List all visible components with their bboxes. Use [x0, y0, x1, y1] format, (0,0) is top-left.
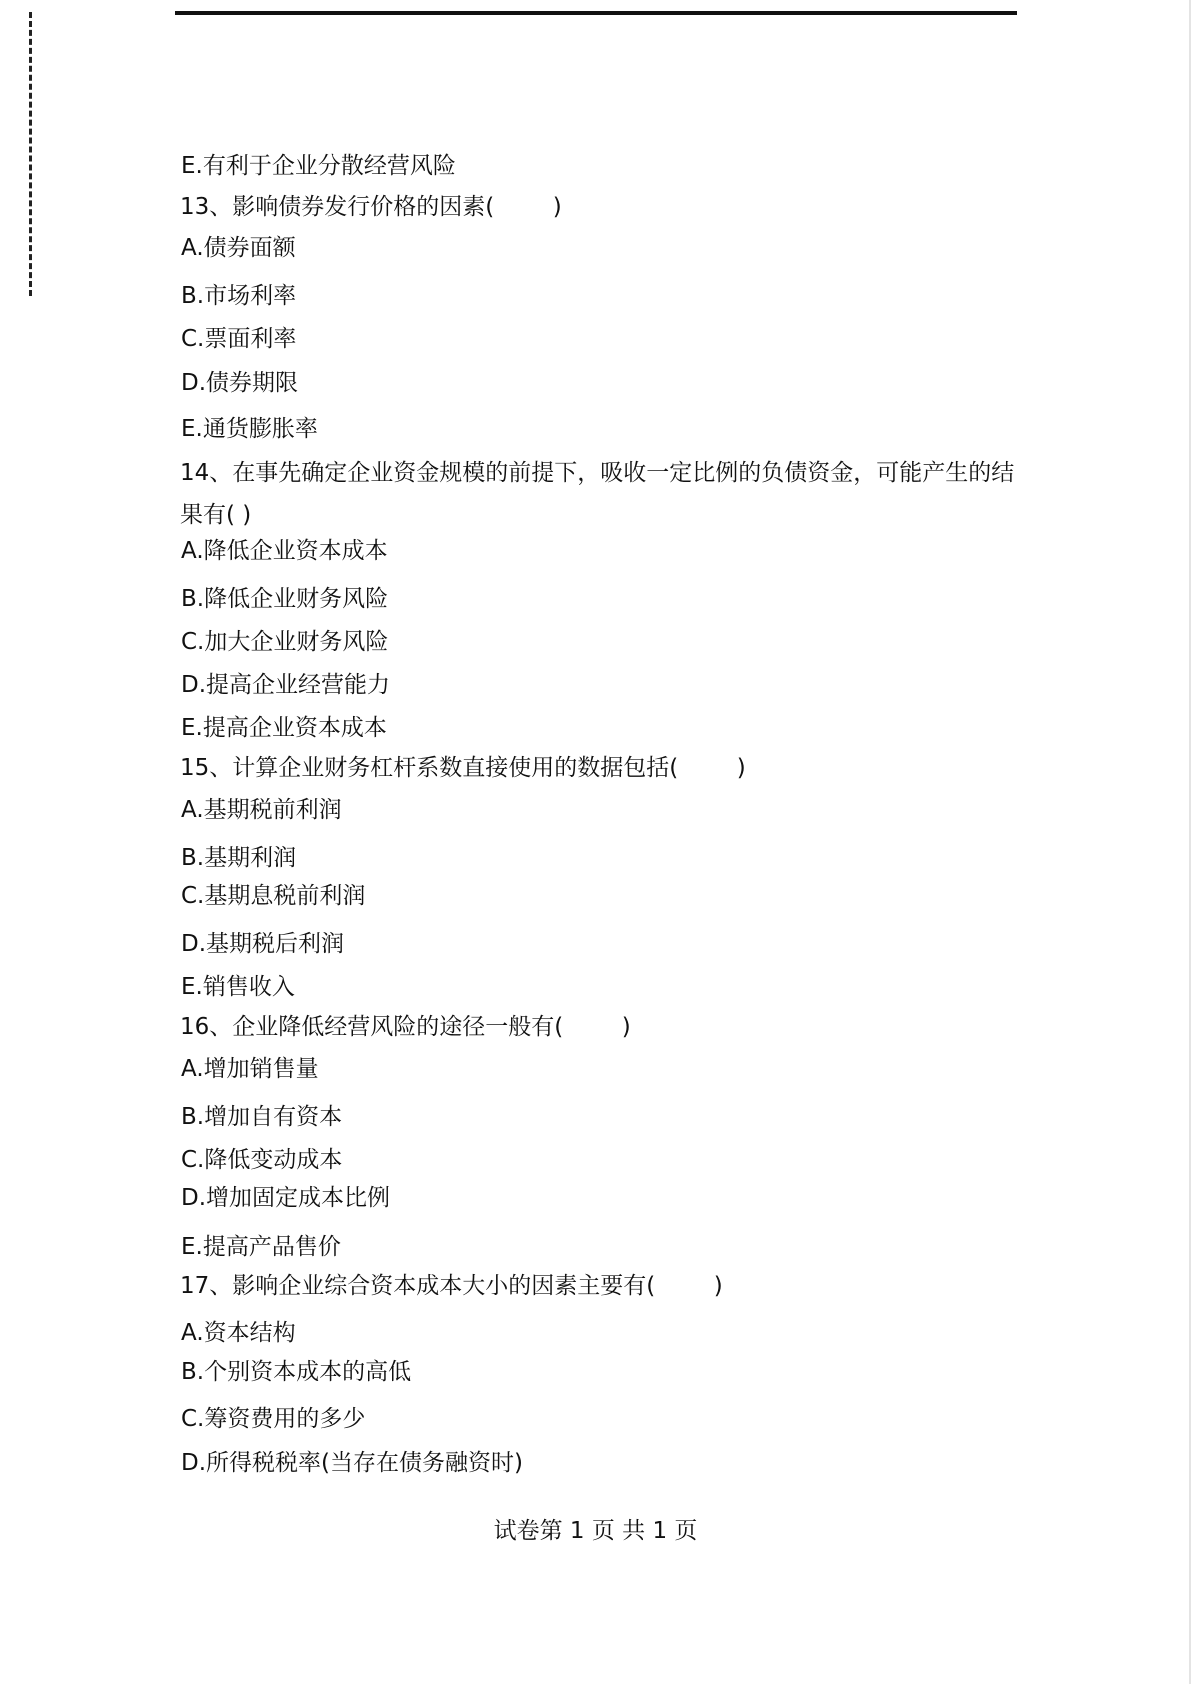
- q16-option-e: E.提高产品售价: [181, 1234, 341, 1260]
- q17-option-d: D.所得税税率(当存在债务融资时): [181, 1450, 523, 1476]
- q14-option-b: B.降低企业财务风险: [181, 586, 389, 612]
- q16-option-b: B.增加自有资本: [181, 1104, 343, 1130]
- q15-option-c: C.基期息税前利润: [181, 883, 366, 909]
- q14-option-d: D.提高企业经营能力: [181, 672, 391, 698]
- q14-option-a: A.降低企业资本成本: [181, 538, 388, 564]
- q13-option-c: C.票面利率: [181, 326, 297, 352]
- q15-option-b: B.基期利润: [181, 845, 297, 871]
- q13-option-e: E.通货膨胀率: [181, 416, 318, 442]
- page-number-footer: 试卷第 1 页 共 1 页: [493, 1518, 698, 1544]
- q16-option-d: D.增加固定成本比例: [181, 1185, 391, 1211]
- q12-option-e: E.有利于企业分散经营风险: [181, 153, 456, 179]
- q16-option-a: A.增加销售量: [181, 1056, 319, 1082]
- q15-option-a: A.基期税前利润: [181, 797, 342, 823]
- q14-option-e: E.提高企业资本成本: [181, 715, 387, 741]
- q13-option-d: D.债券期限: [181, 370, 299, 396]
- q16-stem: 16、企业降低经营风险的途径一般有( ): [180, 1014, 631, 1040]
- q13-option-b: B.市场利率: [181, 283, 297, 309]
- q17-stem: 17、影响企业综合资本成本大小的因素主要有( ): [180, 1273, 723, 1299]
- binding-dashed-line: [29, 12, 32, 296]
- q14-option-c: C.加大企业财务风险: [181, 629, 389, 655]
- q17-option-b: B.个别资本成本的高低: [181, 1359, 412, 1385]
- q15-stem: 15、计算企业财务杠杆系数直接使用的数据包括( ): [180, 755, 746, 781]
- q17-option-c: C.筹资费用的多少: [181, 1406, 366, 1432]
- q13-option-a: A.债券面额: [181, 235, 296, 261]
- q15-option-d: D.基期税后利润: [181, 931, 345, 957]
- q13-stem: 13、影响债券发行价格的因素( ): [180, 194, 562, 220]
- q16-option-c: C.降低变动成本: [181, 1147, 343, 1173]
- q14-stem: 14、在事先确定企业资金规模的前提下，吸收一定比例的负债资金，可能产生的结果有( ): [180, 460, 1015, 528]
- header-rule: [175, 11, 1017, 15]
- q17-option-a: A.资本结构: [181, 1320, 296, 1346]
- q15-option-e: E.销售收入: [181, 974, 295, 1000]
